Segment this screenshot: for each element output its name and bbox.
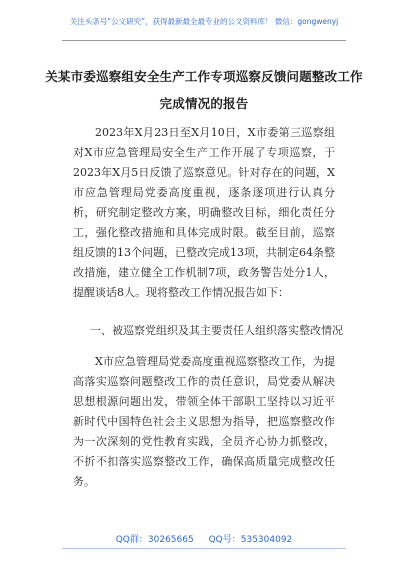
- document-title-line2: 完成情况的报告: [159, 96, 249, 111]
- footer-contacts: [0, 532, 408, 545]
- footer-divider: [62, 548, 346, 549]
- footer-qq-group: QQ群：30265665: [115, 535, 194, 545]
- header-banner: 关注头条号“公文研究”，获得最新最全最专业的公文资料库！ 微信：gongwenyj: [69, 17, 339, 26]
- section-heading: 一、被巡察党组织及其主要责任人组织落实整改情况: [90, 324, 343, 337]
- body-paragraph: X市应急管理局党委高度重视巡察整改工作，为提高落实巡察问题整改工作的责任意识，局党委从解决思想根源问题出发，带领全体干部职工坚持以习近平新时代中国特色社会主义思想为指导，把巡察整改作为一次深刻的党性教育实践，全员齐心协力抓整改，不折不扣落实巡察整改工作，确保高质量完成整改任务。: [73, 355, 335, 488]
- footer-qq-number: QQ号：535304092: [208, 535, 293, 545]
- document-title-line1: 关某市委巡察组安全生产工作专项巡察反馈问题整改工作: [45, 69, 363, 84]
- header-divider: [62, 40, 346, 41]
- intro-paragraph: 2023年X月23日至X月10日，X市委第三巡察组对X市应急管理局安全生产工作开展了专项巡察，于2023年X月5日反馈了巡察意见。针对存在的问题，X市应急管理局党委高度重视，逐条逐项进行认真分析，研究制定整改方案，明确整改目标，细化责任分工，强化整改措施和具体完成时限。截至目前，巡察组反馈的13个问题，已整改完成13项，共制定64条整改措施，建立健全工作机制7项，政务警告处分1人，提醒谈话8人。现将整改工作情况报告如下：: [73, 126, 335, 299]
